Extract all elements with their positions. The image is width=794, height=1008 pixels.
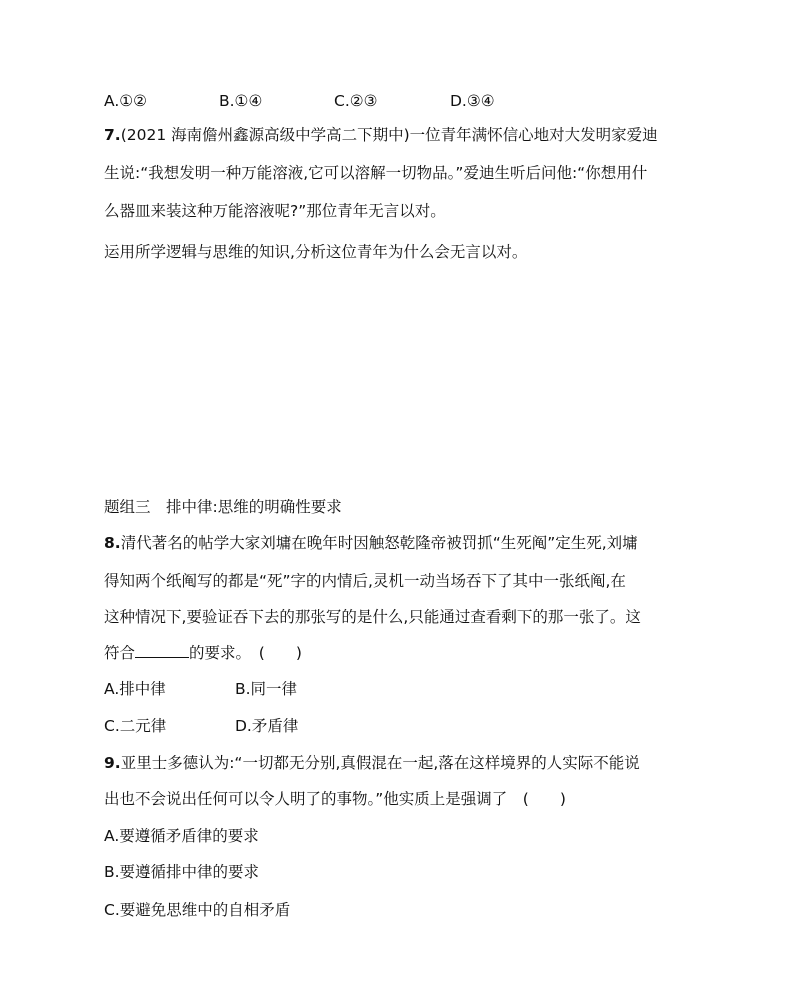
- q8-line-4: [104, 643, 302, 663]
- q8-line-2: 得知两个纸阄写的都是“死”字的内情后,灵机一动当场吞下了其中一张纸阄,在: [104, 572, 626, 590]
- q9-text-1: 亚里士多德认为:“一切都无分别,真假混在一起,落在这样境界的人实际不能说: [120, 754, 640, 772]
- q9-option-a: A.要遵循矛盾律的要求: [104, 827, 259, 845]
- q9-number: 9.: [104, 754, 121, 772]
- q8-prefix: 符合: [104, 644, 136, 662]
- q9-line-2: 出也不会说出任何可以令人明了的事物。”他实质上是强调了 ( ): [104, 790, 566, 808]
- q8-option-a: A.排中律: [104, 680, 166, 698]
- q7-task: 运用所学逻辑与思维的知识,分析这位青年为什么会无言以对。: [104, 243, 528, 261]
- q7-line-3: 么器皿来装这种万能溶液呢?”那位青年无言以对。: [104, 202, 446, 220]
- q8-option-d: D.矛盾律: [235, 717, 299, 735]
- q8-answer-blank[interactable]: [135, 643, 189, 658]
- q7-text-1: (2021 海南儋州鑫源高级中学高二下期中)一位青年满怀信心地对大发明家爱迪: [120, 126, 658, 144]
- q8-option-b: B.同一律: [235, 680, 298, 698]
- q9-option-c: C.要避免思维中的自相矛盾: [104, 901, 291, 919]
- group3-title: 题组三 排中律:思维的明确性要求: [104, 498, 342, 516]
- q8-number: 8.: [104, 534, 121, 552]
- q8-suffix: 的要求。 ( ): [189, 644, 302, 662]
- q9-line-1: [104, 753, 640, 773]
- q7-number: 7.: [104, 126, 121, 144]
- q8-option-c: C.二元律: [104, 717, 167, 735]
- q8-text-1: 清代著名的帖学大家刘墉在晚年时因触怒乾隆帝被罚抓“生死阄”定生死,刘墉: [120, 534, 638, 552]
- q6-option-a: A.①②: [104, 92, 148, 110]
- q9-option-b: B.要遵循排中律的要求: [104, 863, 260, 881]
- q8-line-3: 这种情况下,要验证吞下去的那张写的是什么,只能通过查看剩下的那一张了。这: [104, 608, 641, 626]
- q7-line-1: [104, 125, 658, 145]
- q6-option-c: C.②③: [334, 92, 378, 110]
- q6-option-b: B.①④: [219, 92, 263, 110]
- q7-line-2: 生说:“我想发明一种万能溶液,它可以溶解一切物品。”爱迪生听后问他:“你想用什: [104, 164, 648, 182]
- q6-option-d: D.③④: [450, 92, 495, 110]
- q8-line-1: [104, 533, 638, 553]
